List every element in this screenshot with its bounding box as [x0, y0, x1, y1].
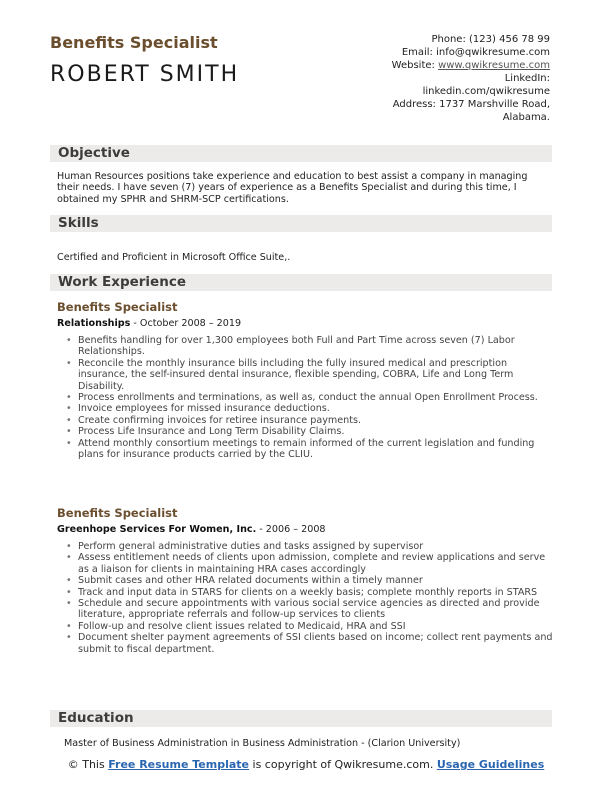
objective-text: Human Resources positions take experience and education to best assist a company in managing their needs. I have seven (7) years of experience as a Benefits Specialist and during this time, I obtained my SPHR and SHRM-SCP certifications.	[57, 171, 528, 205]
address-line-2: Alabama.	[502, 112, 550, 123]
candidate-name: ROBERT SMITH	[50, 62, 240, 87]
phone-line: Phone: (123) 456 78 99	[431, 34, 550, 45]
contact-block	[290, 33, 550, 124]
phone-value: (123) 456 78 99	[469, 34, 550, 45]
list-item: • Schedule and secure appointments with various social service agencies as directed and provide literature, appropriate referrals and follow-up services to clients	[78, 598, 558, 621]
list-item: • Create confirming invoices for retiree insurance payments.	[78, 415, 558, 426]
website-link[interactable]: www.qwikresume.com	[438, 60, 550, 71]
list-item: • Track and input data in STARS for clients on a weekly basis; complete monthly reports in STARS	[78, 587, 558, 598]
job-1-employer-line	[57, 318, 241, 329]
list-item: • Assess entitlement needs of clients upon admission, complete and review applications and serve as a liaison for clients in maintaining HRA cases accordingly	[78, 552, 558, 575]
job-2-bullets	[62, 541, 558, 655]
skills-heading: Skills	[58, 215, 99, 231]
list-item: • Reconcile the monthly insurance bills including the fully insured medical and prescription insurance, the self-insured dental insurance, flexible spending, COBRA, Life and Long Term Disability.	[78, 358, 558, 392]
list-item: • Benefits handling for over 1,300 employees both Full and Part Time across seven (7) Labor Relationships.	[78, 335, 558, 358]
skills-text: Certified and Proficient in Microsoft Office Suite,.	[57, 252, 291, 263]
job-1-dates: - October 2008 – 2019	[130, 318, 242, 329]
job-2-employer: Greenhope Services For Women, Inc.	[57, 524, 257, 535]
linkedin-value: linkedin.com/qwikresume	[422, 86, 550, 97]
job-1-title: Benefits Specialist	[57, 300, 178, 314]
free-resume-template-link[interactable]: Free Resume Template	[108, 758, 250, 771]
email-line: Email: info@qwikresume.com	[401, 47, 550, 58]
work-heading: Work Experience	[58, 274, 186, 290]
address-line: Address: 1737 Marshville Road,	[392, 99, 550, 110]
list-item: • Follow-up and resolve client issues related to Medicaid, HRA and SSI	[78, 621, 558, 632]
list-item: • Submit cases and other HRA related documents within a timely manner	[78, 575, 558, 586]
list-item: • Process Life Insurance and Long Term Disability Claims.	[78, 426, 558, 437]
job-2-dates: - 2006 – 2008	[256, 524, 326, 535]
list-item: • Perform general administrative duties and tasks assigned by supervisor	[78, 541, 558, 552]
list-item: • Attend monthly consortium meetings to remain informed of the current legislation and funding plans for insurance products carried by the CLIU.	[78, 438, 558, 461]
objective-heading: Objective	[58, 145, 130, 161]
education-text: Master of Business Administration in Business Administration - (Clarion University)	[64, 738, 461, 749]
education-section-header	[50, 710, 552, 727]
job-1-bullets	[62, 335, 558, 460]
job-2-title: Benefits Specialist	[57, 506, 178, 520]
list-item: • Invoice employees for missed insurance deductions.	[78, 403, 558, 414]
list-item: • Document shelter payment agreements of SSI clients based on income; collect rent payments and submit to fiscal department.	[78, 632, 558, 655]
job-1-employer: Relationships	[57, 318, 131, 329]
website-line: Website: www.qwikresume.com	[391, 60, 550, 71]
work-section-header	[50, 274, 552, 291]
education-heading: Education	[58, 710, 134, 726]
resume-job-title: Benefits Specialist	[50, 33, 218, 52]
job-2-employer-line	[57, 524, 326, 535]
skills-section-header	[50, 215, 552, 232]
list-item: • Process enrollments and terminations, as well as, conduct the annual Open Enrollment Process.	[78, 392, 558, 403]
email-value: info@qwikresume.com	[436, 47, 550, 58]
copyright-footer: © This Free Resume Template is copyright of Qwikresume.com. Usage Guidelines	[67, 758, 545, 771]
linkedin-label: LinkedIn:	[504, 73, 550, 84]
usage-guidelines-link[interactable]: Usage Guidelines	[436, 758, 545, 771]
objective-section-header	[50, 145, 552, 162]
